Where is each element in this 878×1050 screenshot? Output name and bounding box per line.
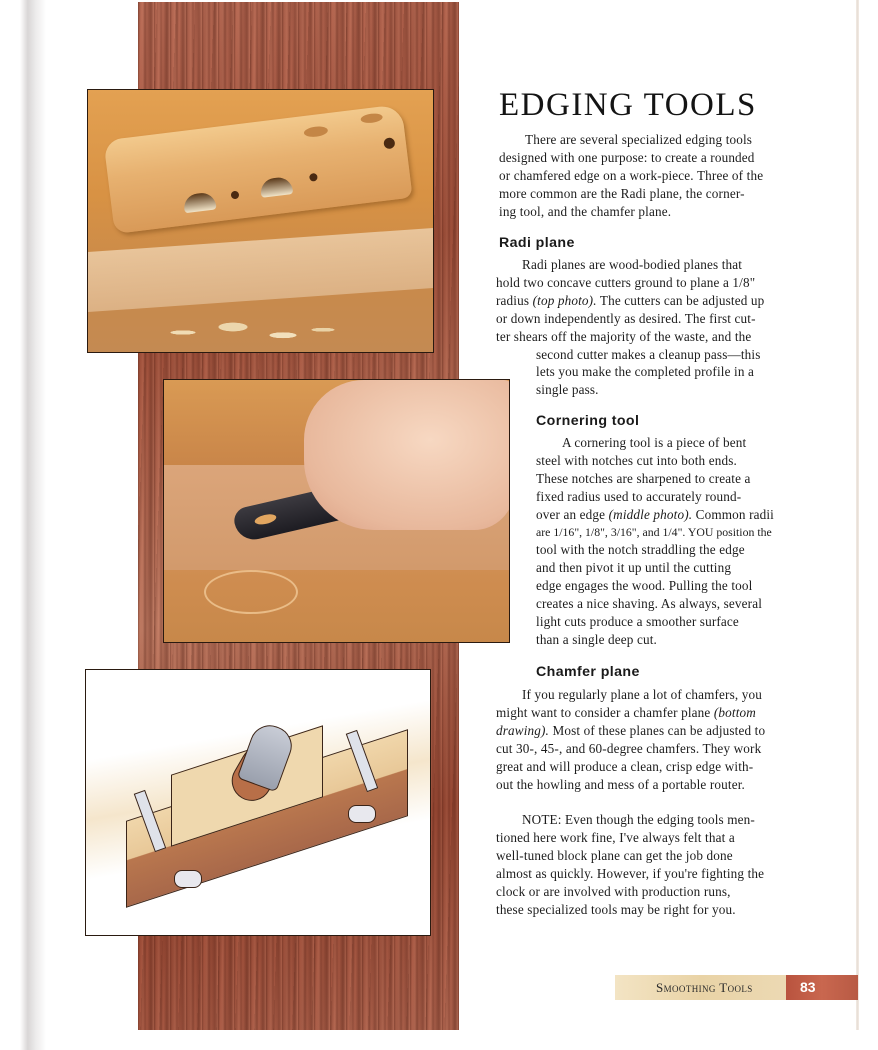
footer-section-label: Smoothing Tools bbox=[656, 980, 753, 995]
footer-page-number-bar bbox=[786, 975, 858, 1000]
wood-shavings bbox=[143, 305, 343, 353]
hand bbox=[304, 380, 510, 530]
section-heading-cornering-tool: Cornering tool bbox=[536, 413, 640, 429]
intro-paragraph: There are several specialized edging tools designed with one purpose: to create a rounded or chamfered edge on a work-piece. Three of the more common are the Radi plane, the corner- ing tool, and the chamfer plane. bbox=[499, 132, 764, 219]
note-paragraph: NOTE: Even though the edging tools men- tioned here work fine, I've always felt that a well-tuned block plane can get the job done almost as quickly. However, if you're fighting the clock or are involved with production runs, these specialized tools may be right for you. bbox=[496, 812, 765, 917]
cutter-slot bbox=[259, 176, 293, 198]
wing-nut bbox=[348, 805, 376, 823]
page-title: EDGING TOOLS bbox=[499, 87, 757, 123]
page-right-edge bbox=[856, 0, 859, 1030]
board bbox=[88, 228, 433, 312]
cutter-slot bbox=[183, 191, 217, 213]
middle-photo-cornering-tool bbox=[163, 379, 510, 643]
screw-hole bbox=[231, 191, 240, 200]
section-heading-chamfer-plane: Chamfer plane bbox=[536, 664, 640, 680]
bottom-drawing-chamfer-plane bbox=[85, 669, 431, 936]
finger-recess bbox=[303, 125, 328, 138]
screw-hole bbox=[309, 173, 318, 182]
cornering-tool-paragraph: A cornering tool is a piece of bent steel with notches cut into both ends. These notches are sharpened to create a fixed radius used to accurately round- over an edge (middle photo). Common radii are 1/16", 1/8", 3/16", and 1/4". YOU position the tool with the notch straddling the edge and then pivot it up until the cutting edge engages the wood. Pulling the tool creates a nice shaving. As always, several light cuts produce a smoother surface than a single deep cut. bbox=[536, 435, 774, 647]
radi-plane-body bbox=[103, 104, 412, 234]
finger-recess bbox=[360, 112, 383, 124]
tool-notch bbox=[254, 512, 277, 526]
page-gutter-shadow bbox=[20, 0, 46, 1050]
page-number: 83 bbox=[800, 979, 816, 995]
top-photo-radi-plane bbox=[87, 89, 434, 353]
wood-shaving bbox=[204, 570, 298, 614]
wing-nut bbox=[174, 870, 202, 888]
section-heading-radi-plane: Radi plane bbox=[499, 235, 575, 251]
chamfer-plane-paragraph: If you regularly plane a lot of chamfers, you might want to consider a chamfer plane (bottom drawing). Most of these planes can be adjusted to cut 30-, 45-, and 60-degree chamfers. They work great and will produce a clean, crisp edge with- out the howling and mess of a portable router. bbox=[496, 687, 766, 792]
radi-plane-paragraph: Radi planes are wood-bodied planes that hold two concave cutters ground to plane a 1/8" radius (top photo). The cutters can be adjusted up or down independently as desired. The first cut- ter shears off the majority of the waste, and the second cutter makes a cleanup pass—this lets you make the completed profile in a single pass. bbox=[496, 257, 765, 398]
screw-hole bbox=[383, 137, 395, 149]
